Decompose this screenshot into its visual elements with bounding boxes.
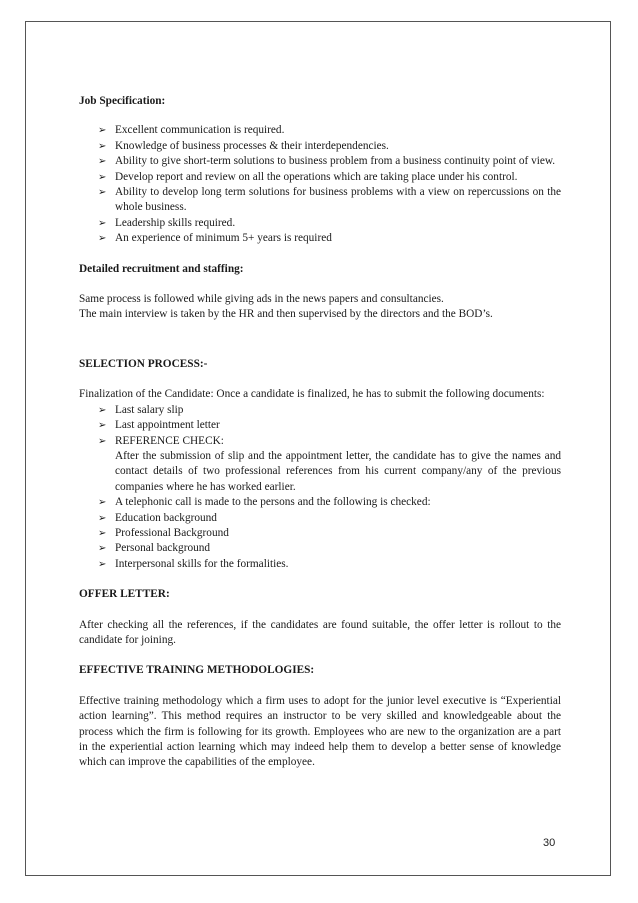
document-body [79, 94, 561, 771]
list-item: ➢ Excellent communication is required. [79, 123, 561, 138]
arrow-bullet-icon: ➢ [98, 497, 107, 509]
recruitment-line-2: The main interview is taken by the HR and then supervised by the directors and the BOD’s. [79, 308, 493, 321]
arrow-bullet-icon: ➢ [98, 156, 107, 168]
arrow-bullet-icon: ➢ [98, 233, 107, 245]
selection-intro: Finalization of the Candidate: Once a candidate is finalized, he has to submit the following documents: [79, 388, 545, 401]
list-item: ➢ Leadership skills required. [79, 216, 561, 231]
arrow-bullet-icon: ➢ [98, 435, 107, 447]
selection-docs-list [79, 403, 561, 449]
offer-heading: OFFER LETTER: [79, 588, 170, 601]
job-spec-list [79, 123, 561, 246]
list-item: ➢ A telephonic call is made to the persons and the following is checked: [79, 495, 561, 510]
arrow-bullet-icon: ➢ [98, 217, 107, 229]
arrow-bullet-icon: ➢ [98, 171, 107, 183]
arrow-bullet-icon: ➢ [98, 543, 107, 555]
arrow-bullet-icon: ➢ [98, 140, 107, 152]
offer-text: After checking all the references, if the candidates are found suitable, the offer letter is rollout to the candidate for joining. [79, 618, 561, 646]
list-item: ➢ An experience of minimum 5+ years is required [79, 231, 561, 246]
training-heading: EFFECTIVE TRAINING METHODOLOGIES: [79, 664, 315, 677]
recruitment-heading: Detailed recruitment and staffing: [79, 262, 244, 275]
list-item: ➢ Last appointment letter [79, 418, 561, 433]
arrow-bullet-icon: ➢ [98, 404, 107, 416]
selection-heading: SELECTION PROCESS:- [79, 357, 208, 370]
selection-checks-list [79, 495, 561, 572]
page-number: 30 [543, 837, 556, 849]
recruitment-line-1: Same process is followed while giving ads in the news papers and consultancies. [79, 293, 444, 306]
list-item: ➢ Education background [79, 511, 561, 526]
list-item: ➢ Knowledge of business processes & their interdependencies. [79, 139, 561, 154]
list-item: ➢ REFERENCE CHECK: [79, 434, 561, 449]
list-item: ➢ Ability to develop long term solutions for business problems with a view on repercussions on the whole business. [98, 186, 561, 214]
job-spec-heading: Job Specification: [79, 95, 166, 107]
reference-check-text: After the submission of slip and the appointment letter, the candidate has to give the names and contact details of two professional references from his current company/any of the previous companies where he has worked earlier. [115, 449, 561, 493]
list-item: ➢ Last salary slip [79, 403, 561, 418]
list-item: ➢ Develop report and review on all the operations which are taking place under his control. [79, 170, 561, 185]
arrow-bullet-icon: ➢ [98, 558, 107, 570]
list-item: ➢ Personal background [79, 541, 561, 556]
arrow-bullet-icon: ➢ [98, 527, 107, 539]
list-item: ➢ Ability to give short-term solutions to business problem from a business continuity point of view. [79, 154, 561, 169]
arrow-bullet-icon: ➢ [98, 420, 107, 432]
training-text: Effective training methodology which a firm uses to adopt for the junior level executive is “Experiential action learning”. This method requires an instructor to be very skilled and knowledgeable about the process which the firm is following for its growth. Employees who are new to the organization are a part in the experiential action learning which may indeed help them to develop a better sense of knowledge which can improve the capabilities of the employee. [79, 694, 561, 769]
list-item: ➢ Professional Background [79, 526, 561, 541]
arrow-bullet-icon: ➢ [98, 512, 107, 524]
arrow-bullet-icon: ➢ [98, 187, 107, 199]
arrow-bullet-icon: ➢ [98, 125, 107, 137]
list-item: ➢ Interpersonal skills for the formalities. [79, 557, 561, 572]
